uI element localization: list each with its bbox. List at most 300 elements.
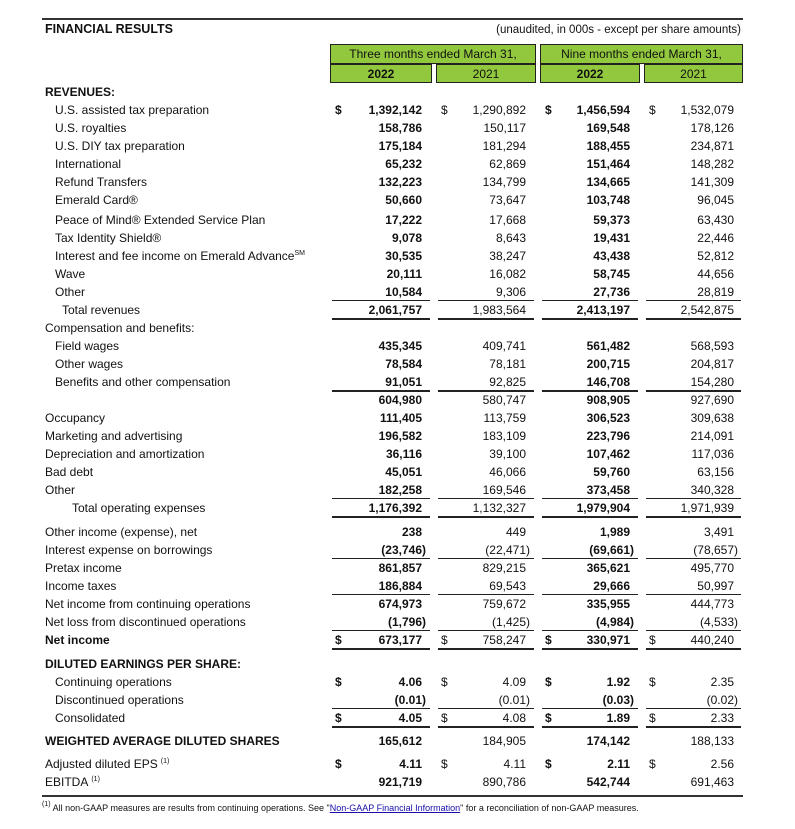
value-cell-col3 [540,101,640,119]
row-label [55,191,138,209]
row-label [55,283,85,301]
row-label [45,409,105,427]
value-cell-col3 [540,191,640,209]
table-row [0,595,795,613]
value: 927,690 [690,393,734,407]
value-cell-col3 [540,732,640,750]
value-cell-col2 [436,559,536,577]
row-label [45,427,182,445]
value-cell-col2 [436,613,536,631]
row-label [55,119,126,137]
table-row [0,541,795,559]
value-cell-col4 [644,523,744,541]
year-header-3m-2021: 2021 [436,64,536,83]
value: 9,306 [495,285,526,299]
table-row [0,247,795,265]
value-cell-col3 [540,137,640,155]
table-row [0,101,795,119]
value-cell-col4 [644,301,744,319]
value-cell-col4 [644,229,744,247]
underline-rule [438,390,534,392]
value-cell-col1 [330,445,432,463]
value: 178,126 [690,121,734,135]
value-cell-col3 [540,373,640,391]
row-label-text: Other [55,285,86,299]
value-cell-col2 [436,191,536,209]
value-cell-col4 [644,247,744,265]
underline-rule [646,318,741,320]
value-cell-col1 [330,191,432,209]
value-cell-col1 [330,732,432,750]
currency-symbol: $ [335,711,342,725]
value: 19,431 [593,231,630,245]
table-row [0,709,795,727]
value-cell-col3 [540,247,640,265]
row-label [55,691,184,709]
underline-rule [438,594,534,595]
value: 29,666 [593,579,630,593]
table-row [0,191,795,209]
value: 495,770 [690,561,734,575]
table-row [0,613,795,631]
value-cell-col2 [436,499,536,517]
underline-rule [332,708,430,709]
value-cell-col2 [436,265,536,283]
currency-symbol: $ [649,711,656,725]
value: 150,117 [483,121,526,135]
value: 1,392,142 [368,103,422,117]
value-cell-col4 [644,137,744,155]
value: 28,819 [697,285,734,299]
underline-rule [332,516,430,518]
section-heading-revenues [0,83,795,101]
value: 111,405 [379,411,422,425]
value: 73,647 [489,193,526,207]
value: (4,984) [595,615,634,629]
value-cell-col4 [644,119,744,137]
value-cell-col3 [540,773,640,791]
value: 186,884 [378,579,422,593]
value-cell-col4 [644,691,744,709]
value: 444,773 [690,597,734,611]
row-label-text: WEIGHTED AVERAGE DILUTED SHARES [45,734,280,748]
value-cell-col1 [330,481,432,499]
footnote-marker: (1) [42,801,51,808]
value: 183,109 [482,429,526,443]
row-label [45,463,93,481]
value-cell-col1 [330,559,432,577]
eps-heading: DILUTED EARNINGS PER SHARE: [45,657,242,671]
value-cell-col2 [436,541,536,559]
value: 63,430 [697,213,734,227]
value-cell-col2 [436,301,536,319]
value: 22,446 [697,231,734,245]
value: 169,546 [482,483,526,497]
value-cell-col1 [330,173,432,191]
value: (0.01) [394,693,426,707]
row-label [55,373,230,391]
value: 96,045 [697,193,734,207]
table-row [0,173,795,191]
underline-rule [438,318,534,320]
value-cell-col3 [540,427,640,445]
underline-rule [646,708,741,709]
underline-rule [542,516,638,518]
value: 17,222 [385,213,422,227]
value-cell-col3 [540,499,640,517]
value-cell-col2 [436,137,536,155]
value: 200,715 [586,357,630,371]
underline-rule [646,726,741,728]
value: (22,471) [485,543,530,557]
value: 8,643 [495,231,526,245]
underline-rule [542,498,638,499]
value: 188,455 [586,139,630,153]
row-label-text: Other income (expense), net [45,525,198,539]
value-cell-col4 [644,709,744,727]
value-cell-col2 [436,247,536,265]
value-cell-col2 [436,391,536,409]
row-label-text: Peace of Mind® Extended Service Plan [55,213,266,227]
row-label [55,265,85,283]
value: 2.33 [710,711,734,725]
value-cell-col2 [436,481,536,499]
value: 861,857 [378,561,422,575]
row-label-text: Emerald Card® [55,193,138,207]
value: 1.92 [606,675,630,689]
underline-rule [438,648,534,650]
row-label-text: Tax Identity Shield® [55,231,162,245]
value: (69,661) [589,543,634,557]
value-cell-col1 [330,463,432,481]
value: 52,812 [697,249,734,263]
value: 561,482 [586,339,630,353]
value-cell-col2 [436,283,536,301]
unaudited-note: (unaudited, in 000s - except per share amounts) [496,24,741,36]
table-row [0,559,795,577]
value-cell-col1 [330,101,432,119]
value: 2.11 [607,757,630,771]
value: 440,240 [690,633,734,647]
table-row [0,391,795,409]
compensation-heading: Compensation and benefits: [45,321,195,335]
value-cell-col4 [644,283,744,301]
value-cell-col1 [330,137,432,155]
value: 113,759 [483,411,526,425]
value: 1,176,392 [368,501,422,515]
value: 69,543 [489,579,526,593]
currency-symbol: $ [649,103,656,117]
underline-rule [646,558,741,559]
value-cell-col3 [540,613,640,631]
row-label [45,577,116,595]
value: 146,708 [586,375,630,389]
value: 36,116 [385,447,422,461]
row-label-text: Net income [45,633,110,647]
table-row [0,773,795,791]
value-cell-col4 [644,155,744,173]
value: 604,980 [378,393,422,407]
value: 2,542,875 [680,303,734,317]
value: 204,817 [690,357,734,371]
value-cell-col1 [330,773,432,791]
value-cell-col3 [540,631,640,649]
value: (0.03) [602,693,634,707]
value: 30,535 [385,249,422,263]
year-header-9m-2022: 2022 [540,64,640,83]
value-cell-col1 [330,409,432,427]
value-cell-col3 [540,445,640,463]
table-row [0,265,795,283]
row-label-text: Other [45,483,76,497]
currency-symbol: $ [441,103,448,117]
row-label-text: Adjusted diluted EPS [45,757,158,771]
value: 154,280 [690,375,734,389]
value: (23,746) [381,543,426,557]
underline-rule [438,498,534,499]
value: 17,668 [489,213,526,227]
underline-rule [646,594,741,595]
underline-rule [332,390,430,392]
value: 62,869 [489,157,526,171]
value-cell-col1 [330,265,432,283]
value-cell-col1 [330,119,432,137]
footnote [42,803,639,813]
value-cell-col4 [644,481,744,499]
underline-rule [332,318,430,320]
table-row [0,119,795,137]
value-cell-col3 [540,173,640,191]
value-cell-col1 [330,709,432,727]
value: 330,971 [586,633,630,647]
value: 4.08 [502,711,526,725]
row-label-text: Pretax income [45,561,122,575]
currency-symbol: $ [545,757,552,771]
value: 132,223 [378,175,422,189]
underline-rule [332,498,430,499]
value: 829,215 [482,561,526,575]
value-cell-col1 [330,211,432,229]
row-label-text: Total revenues [62,303,141,317]
value-cell-col1 [330,541,432,559]
underline-rule [332,300,430,301]
value: 188,133 [690,734,734,748]
year-header-3m-2022: 2022 [330,64,432,83]
value: 1,971,939 [680,501,734,515]
currency-symbol: $ [441,757,448,771]
value-cell-col4 [644,173,744,191]
underline-rule [542,300,638,301]
value-cell-col4 [644,265,744,283]
value-cell-col2 [436,577,536,595]
value-cell-col2 [436,211,536,229]
value-cell-col3 [540,463,640,481]
table-row [0,691,795,709]
value: 890,786 [482,775,526,789]
currency-symbol: $ [335,633,342,647]
underline-rule [646,516,741,518]
value: 175,184 [378,139,422,153]
value: 165,612 [378,734,422,748]
value: 174,142 [586,734,630,748]
top-rule [42,18,743,20]
value-cell-col2 [436,155,536,173]
value-cell-col1 [330,427,432,445]
footer-rule [42,795,743,797]
value: 1,532,079 [680,103,734,117]
value-cell-col3 [540,559,640,577]
currency-symbol: $ [545,633,552,647]
underline-rule [646,300,741,301]
nine-months-header: Nine months ended March 31, [540,44,743,64]
table-row [0,427,795,445]
value: 63,156 [697,465,734,479]
value-cell-col3 [540,229,640,247]
value-cell-col1 [330,229,432,247]
row-label [55,709,125,727]
value: (4,533) [699,615,738,629]
value-cell-col4 [644,631,744,649]
value: 59,760 [593,465,630,479]
row-label-text: Bad debt [45,465,94,479]
value: 3,491 [703,525,734,539]
row-label-text: Interest and fee income on Emerald Advance [55,249,295,263]
value-cell-col3 [540,709,640,727]
row-label [72,499,205,517]
underline-rule [332,594,430,595]
value: 908,905 [586,393,630,407]
row-label [45,613,246,631]
value-cell-col4 [644,355,744,373]
non-gaap-link[interactable]: Non-GAAP Financial Information [329,803,461,813]
table-row [0,577,795,595]
value: 4.11 [399,757,422,771]
footnote-text-before: All non-GAAP measures are results from continuing operations. See " [52,803,330,813]
value: 117,036 [691,447,734,461]
row-label-text: International [55,157,122,171]
underline-rule [332,558,430,559]
table-row [0,337,795,355]
value-cell-col2 [436,427,536,445]
currency-symbol: $ [545,711,552,725]
value: 2,413,197 [576,303,630,317]
row-label-text: U.S. royalties [55,121,127,135]
value-cell-col4 [644,463,744,481]
table-row [0,445,795,463]
value: 181,294 [482,139,526,153]
row-label [45,523,197,541]
table-row [0,732,795,750]
row-label [62,301,140,319]
value-cell-col1 [330,301,432,319]
value: 103,748 [586,193,630,207]
value-cell-col2 [436,445,536,463]
value-cell-col1 [330,755,432,773]
value-cell-col1 [330,247,432,265]
row-label [55,355,123,373]
value: (1,425) [491,615,530,629]
value: 1,983,564 [472,303,526,317]
table-row [0,155,795,173]
table-row [0,373,795,391]
row-label-text: Discontinued operations [55,693,184,707]
value-cell-col3 [540,577,640,595]
value: 92,825 [489,375,526,389]
value-cell-col2 [436,337,536,355]
value-cell-col3 [540,119,640,137]
value: 158,786 [378,121,422,135]
row-label-text: Total operating expenses [72,501,206,515]
currency-symbol: $ [545,103,552,117]
underline-rule [646,390,741,392]
value: 373,458 [586,483,630,497]
underline-rule [542,708,638,709]
value: 27,736 [593,285,630,299]
value-cell-col4 [644,673,744,691]
value: 10,584 [385,285,422,299]
value-cell-col1 [330,523,432,541]
row-label [45,445,204,463]
currency-symbol: $ [649,633,656,647]
underline-rule [542,594,638,595]
value: 674,973 [378,597,422,611]
row-label [55,137,185,155]
value: 44,656 [697,267,734,281]
value-cell-col4 [644,191,744,209]
value: 182,258 [378,483,422,497]
value: 4.11 [503,757,526,771]
value: 184,905 [482,734,526,748]
underline-rule [542,390,638,392]
value: 4.05 [398,711,422,725]
page-title: FINANCIAL RESULTS [45,22,174,36]
underline-rule [542,630,638,631]
row-label [45,541,212,559]
value: 20,111 [386,267,422,281]
value: 1,989 [599,525,630,539]
value-cell-col4 [644,337,744,355]
underline-rule [438,726,534,728]
value-cell-col4 [644,595,744,613]
value: 58,745 [593,267,630,281]
value-cell-col2 [436,463,536,481]
row-label-text: Benefits and other compensation [55,375,231,389]
three-months-header: Three months ended March 31, [330,44,536,64]
value: (0.01) [498,693,530,707]
value: 1,979,904 [576,501,630,515]
value-cell-col4 [644,101,744,119]
value-cell-col3 [540,283,640,301]
row-label-text: Field wages [55,339,120,353]
underline-rule [542,648,638,650]
value-cell-col4 [644,755,744,773]
currency-symbol: $ [649,757,656,771]
value: 2.35 [710,675,734,689]
underline-rule [542,726,638,728]
table-row [0,137,795,155]
row-label-text: U.S. DIY tax preparation [55,139,185,153]
value-cell-col4 [644,613,744,631]
underline-rule [438,708,534,709]
underline-rule [542,558,638,559]
row-label-text: EBITDA [45,775,89,789]
row-label [55,247,305,265]
value: 1.89 [606,711,630,725]
value-cell-col3 [540,265,640,283]
value: (0.02) [706,693,738,707]
value: 234,871 [690,139,734,153]
row-label [45,481,75,499]
